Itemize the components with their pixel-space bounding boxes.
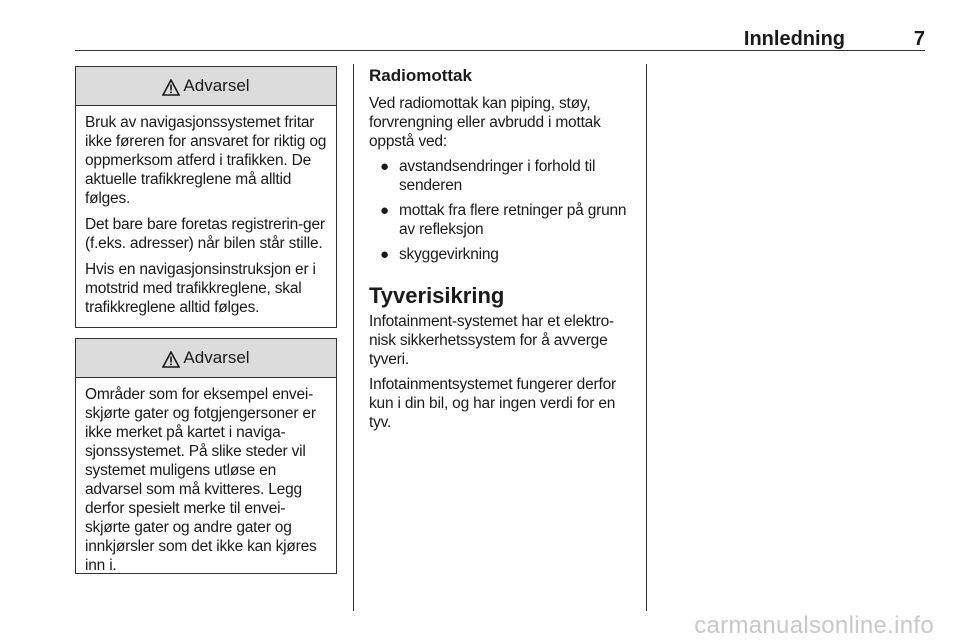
warning-title: Advarsel	[183, 76, 250, 95]
column-divider-right	[646, 64, 647, 611]
radio-intro: Ved radiomottak kan piping, støy, forvrengning eller avbrudd i mottak oppstå ved:	[369, 95, 601, 150]
warning-triangle-icon	[162, 351, 180, 368]
warning-body	[76, 378, 336, 575]
warning-paragraph: Områder som for eksempel envei-skjørte gater og fotgjengersoner er ikke merket på kartet i naviga-sjonssystemet. På slike steder vil systemet muligens utløse en advarsel som må kvitteres. Legg derfor spesielt merke til envei-skjørte gater og andre gater og innkjørsler som det ikke kan kjøres inn i.	[85, 386, 317, 574]
bullet-icon: ●	[380, 202, 389, 219]
warning-triangle-icon	[162, 79, 180, 96]
warning-paragraph: Hvis en navigasjonsinstruksjon er i motstrid med trafikkreglene, skal trafikkreglene alltid følges.	[85, 261, 316, 316]
warning-body	[76, 106, 336, 317]
warning-box-navigation	[75, 66, 337, 328]
warning-header	[76, 67, 336, 106]
chapter-title: Innledning	[743, 28, 845, 50]
warning-title: Advarsel	[183, 348, 250, 367]
warning-paragraph: Det bare bare foretas registrerin-ger (f.eks. adresser) når bilen står stille.	[85, 216, 325, 252]
radio-bullet-list	[369, 157, 637, 264]
warning-box-map	[75, 338, 337, 574]
bullet-icon: ●	[380, 246, 389, 263]
page-number: 7	[913, 28, 925, 50]
page-header	[75, 26, 925, 51]
column-divider-left	[353, 64, 354, 611]
radio-heading: Radiomottak	[369, 66, 472, 85]
theft-paragraph: Infotainment-systemet har et elektro-nisk sikkerhetssystem for å avverge tyveri.	[369, 313, 615, 368]
warning-header	[76, 339, 336, 378]
right-column	[369, 64, 637, 432]
warning-paragraph: Bruk av navigasjonssystemet fritar ikke føreren for ansvaret for riktig og oppmerksom atferd i trafikken. De aktuelle trafikkreglene må alltid følges.	[85, 114, 327, 207]
theft-heading: Tyverisikring	[369, 283, 505, 308]
bullet-icon: ●	[380, 158, 389, 175]
list-item: ● skyggevirkning	[380, 246, 499, 263]
watermark: carmanualsonline.info	[694, 612, 934, 639]
theft-paragraph: Infotainmentsystemet fungerer derfor kun i din bil, og har ingen verdi for en tyv.	[369, 376, 616, 431]
list-item: ● mottak fra flere retninger på grunn av refleksjon	[380, 202, 627, 238]
list-item: ● avstandsendringer i forhold til senderen	[380, 158, 596, 194]
